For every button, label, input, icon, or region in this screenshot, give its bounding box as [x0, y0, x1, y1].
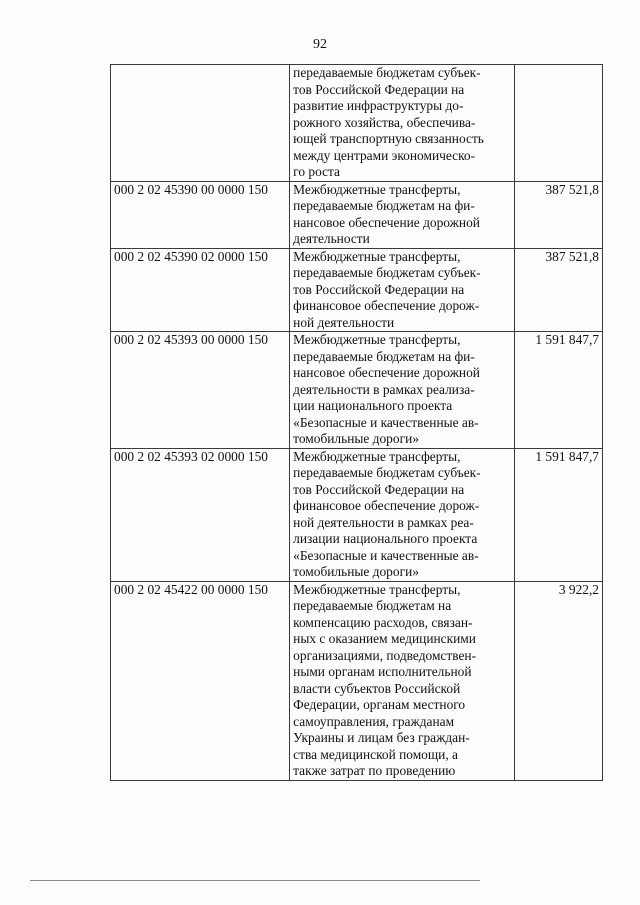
description-line: деятельности в рамках реализа- — [293, 381, 475, 397]
description-line: также затрат по проведению — [293, 763, 456, 778]
table-row — [111, 581, 603, 780]
description-line: передаваемые бюджетам на фи- — [293, 198, 475, 213]
table-row — [111, 181, 603, 248]
page-number: 92 — [313, 37, 327, 52]
amount-cell: 387 521,8 — [514, 181, 602, 248]
description-cell — [290, 181, 515, 248]
description-line: власти субъектов Российской — [293, 680, 461, 696]
description-line: «Безопасные и качественные ав- — [293, 414, 479, 430]
description-line: передаваемые бюджетам субъек- — [293, 465, 481, 480]
description-cell — [290, 581, 515, 780]
description-line: передаваемые бюджетам субъек- — [293, 65, 481, 80]
budget-code-cell: 000 2 02 45390 02 0000 150 — [111, 248, 290, 332]
description-line: ных с оказанием медицинскими — [293, 631, 476, 646]
description-line: Межбюджетные трансферты, — [293, 181, 461, 197]
description-line: деятельности — [293, 231, 370, 246]
description-line: го роста — [293, 164, 340, 179]
description-line: ной деятельности — [293, 314, 395, 330]
description-line: Межбюджетные трансферты, — [293, 581, 461, 597]
budget-table-body — [111, 65, 603, 781]
description-cell — [290, 332, 515, 449]
description-line: ными органам исполнительной — [293, 664, 472, 679]
description-line: Межбюджетные трансферты, — [293, 332, 461, 347]
amount-cell: 3 922,2 — [514, 581, 602, 780]
description-line: между центрами экономическо- — [293, 147, 476, 163]
description-line: самоуправления, гражданам — [293, 713, 455, 729]
budget-code-cell: 000 2 02 45393 02 0000 150 — [111, 448, 290, 581]
description-line: финансовое обеспечение дорож- — [293, 298, 480, 313]
table-row — [111, 332, 603, 449]
description-line: ства медицинской помощи, а — [293, 746, 458, 762]
footer-rule — [30, 880, 480, 881]
description-line: нансовое обеспечение дорожной — [293, 214, 480, 230]
budget-code-cell: 000 2 02 45390 00 0000 150 — [111, 181, 290, 248]
budget-code-cell — [111, 65, 290, 182]
amount-cell: 1 591 847,7 — [514, 332, 602, 449]
table-row — [111, 65, 603, 182]
description-line: тов Российской Федерации на — [293, 281, 465, 297]
description-cell — [290, 65, 515, 182]
description-line: организациями, подведомствен- — [293, 647, 477, 663]
description-line: тов Российской Федерации на — [293, 481, 465, 497]
table-row — [111, 248, 603, 332]
description-line: «Безопасные и качественные ав- — [293, 547, 479, 563]
description-line: нансовое обеспечение дорожной — [293, 365, 480, 380]
amount-cell: 387 521,8 — [514, 248, 602, 332]
description-line: томобильные дороги» — [293, 564, 419, 579]
budget-code-cell: 000 2 02 45422 00 0000 150 — [111, 581, 290, 780]
description-line: передаваемые бюджетам субъек- — [293, 265, 481, 280]
description-line: Межбюджетные трансферты, — [293, 448, 461, 464]
description-line: лизации национального проекта — [293, 531, 478, 546]
table-row — [111, 448, 603, 581]
amount-cell: 1 591 847,7 — [514, 448, 602, 581]
description-line: ющей транспортную связанность — [293, 131, 484, 146]
description-line: передаваемые бюджетам на — [293, 598, 452, 613]
budget-table — [110, 64, 603, 781]
description-line: ной деятельности в рамках реа- — [293, 514, 474, 530]
description-line: Межбюджетные трансферты, — [293, 248, 461, 264]
description-line: ции национального проекта — [293, 398, 453, 413]
description-cell — [290, 448, 515, 581]
description-line: передаваемые бюджетам на фи- — [293, 348, 475, 364]
description-line: финансовое обеспечение дорож- — [293, 498, 480, 513]
description-line: компенсацию расходов, связан- — [293, 614, 473, 630]
description-line: тов Российской Федерации на — [293, 81, 465, 97]
amount-cell — [514, 65, 602, 182]
description-line: рожного хозяйства, обеспечива- — [293, 114, 476, 130]
description-cell — [290, 248, 515, 332]
description-line: развитие инфраструктуры до- — [293, 98, 464, 113]
description-line: Украины и лицам без граждан- — [293, 730, 470, 745]
budget-code-cell: 000 2 02 45393 00 0000 150 — [111, 332, 290, 449]
description-line: томобильные дороги» — [293, 431, 419, 446]
description-line: Федерации, органам местного — [293, 697, 466, 712]
